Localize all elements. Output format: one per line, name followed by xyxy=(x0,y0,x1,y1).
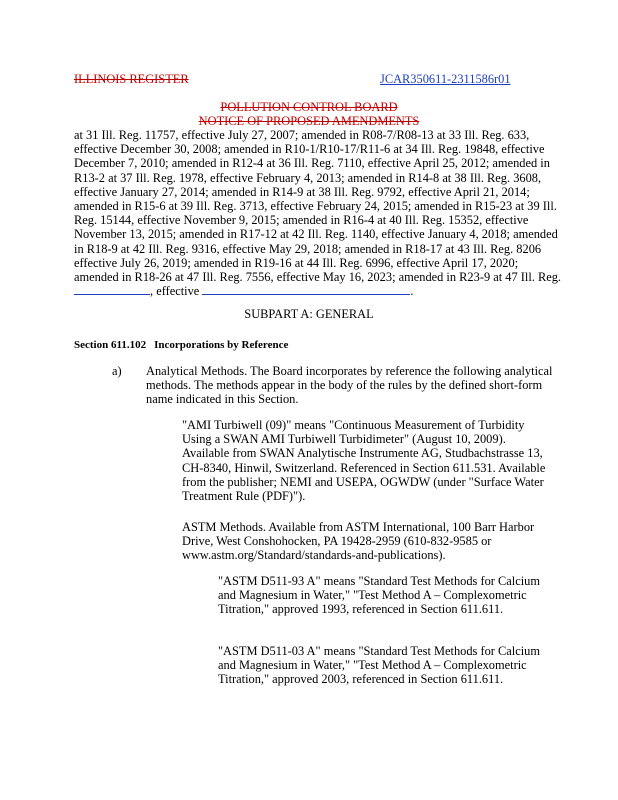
register-blank xyxy=(74,284,150,295)
subsection-label: a) xyxy=(112,364,122,378)
history-text: at 31 Ill. Reg. 11757, effective July 27, 2007; amended in R08-7/R08-13 at 33 Ill. Reg. 633, effective December 30, 2008; amended in R10-1/R10-17/R11-6 at 34 Ill. Reg. 19848, effective December 7, 2010; amended in R12-4 at 36 Ill. Reg. 7110, effective April 25, 2012; amended in R13-2 at 37 Ill. Reg. 1978, effective February 4, 2013; amended in R14-8 at 38 Ill. Reg. 3608, effective January 27, 2014; amended in R14-9 at 38 Ill. Reg. 9792, effective April 21, 2014; amended in R15-6 at 39 Ill. Reg. 3713, effective February 24, 2015; amended in R15-23 at 39 Ill. Reg. 15144, effective November 9, 2015; amended in R16-4 at 40 Ill. Reg. 15352, effective November 13, 2015; amended in R17-12 at 42 Ill. Reg. 1140, effective January 4, 2018; amended in R18-9 at 42 Ill. Reg. 9316, effective May 29, 2018; amended in R18-17 at 43 Ill. Reg. 8206 effective July 26, 2019; amended in R19-16 at 44 Ill. Reg. 6996, effective April 17, 2020; amended in R18-26 at 47 Ill. Reg. 7556, effective May 16, 2023; amended in R23-9 at 47 Ill. Reg. xyxy=(74,128,562,285)
section-heading xyxy=(74,339,288,351)
document-id: JCAR350611-2311586r01 xyxy=(380,72,511,86)
section-number: Section 611.102 xyxy=(74,339,147,351)
history-end: . xyxy=(410,284,414,299)
notice-title: NOTICE OF PROPOSED AMENDMENTS xyxy=(198,114,420,128)
effective-date-blank xyxy=(202,284,410,295)
subpart-heading: SUBPART A: GENERAL xyxy=(244,307,374,321)
effective-label: , effective xyxy=(150,284,200,299)
reference-entry: ASTM Methods. Available from ASTM International, 100 Barr Harbor Drive, West Conshohocken, PA 19428-2959 (610-832-9585 or www.astm.org/Standard/standards-and-publications). xyxy=(182,520,535,563)
reference-entry: "ASTM D511-03 A" means "Standard Test Methods for Calcium and Magnesium in Water," "Test Method A – Complexometric Titration," approved 2003, referenced in Section 611.611. xyxy=(218,644,540,687)
subsection-text: Analytical Methods. The Board incorporates by reference the following analytical methods. The methods appear in the body of the rules by the defined short-form name indicated in this Section. xyxy=(146,364,553,407)
section-title: Incorporations by Reference xyxy=(154,339,289,351)
reference-entry: "AMI Turbiwell (09)" means "Continuous Measurement of Turbidity Using a SWAN AMI Turbiwell Turbidimeter" (August 10, 2009). Available from SWAN Analytische Instrumente AG, Studbachstrasse 13, CH-8340, Hinwil, Switzerland. Referenced in Section 611.531. Available from the publisher; NEMI and USEPA, OGWDW (under "Surface Water Treatment Rule (PDF)"). xyxy=(182,418,546,504)
agency-title: POLLUTION CONTROL BOARD xyxy=(220,100,398,114)
reference-entry: "ASTM D511-93 A" means "Standard Test Methods for Calcium and Magnesium in Water," "Test Method A – Complexometric Titration," approved 1993, referenced in Section 611.611. xyxy=(218,574,540,617)
register-header: ILLINOIS REGISTER xyxy=(74,72,189,86)
amendment-history xyxy=(74,128,564,298)
